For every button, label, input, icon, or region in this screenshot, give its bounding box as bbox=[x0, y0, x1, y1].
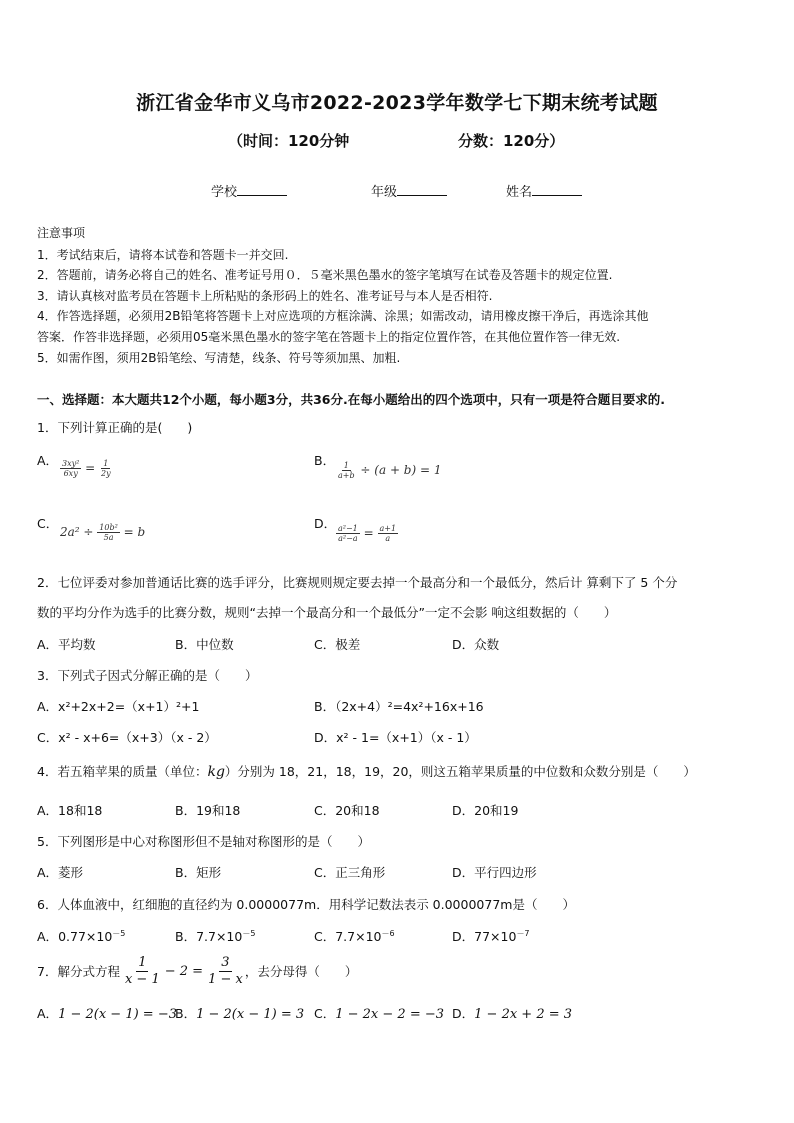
q7-option-d bbox=[452, 1004, 572, 1022]
fraction-numerator: 10b² bbox=[99, 523, 118, 532]
q3-option-c: C．x² - x+6=（x+3）（x - 2） bbox=[37, 730, 217, 745]
fraction-numerator: a²−1 bbox=[338, 524, 358, 533]
q3-option-a: A．x²+2x+2=（x+1）²+1 bbox=[37, 699, 200, 714]
exam-time: （时间：120分钟 bbox=[228, 132, 350, 150]
fraction-denominator: 5a bbox=[103, 533, 114, 543]
grade-label: 年级 bbox=[371, 185, 398, 200]
option-base: 7.7×10 bbox=[335, 929, 382, 944]
q4-stem-a: 4．若五箱苹果的质量（单位： bbox=[37, 764, 208, 779]
option-label: A． bbox=[37, 453, 59, 468]
q7-stem-a: 7．解分式方程 bbox=[37, 964, 120, 979]
question-6-stem: 6．人体血液中，红细胞的直径约为 0.0000077m．用科学记数法表示 0.0000077m是（ ） bbox=[37, 897, 575, 912]
option-exponent: －6 bbox=[381, 928, 395, 938]
question-3-stem: 3．下列式子因式分解正确的是（ ） bbox=[37, 668, 258, 683]
section-heading: 一、选择题：本大题共12个小题，每小题3分，共36分.在每小题给出的四个选项中，只有一项是符合题目要求的. bbox=[37, 392, 665, 407]
fraction-numerator: 1 bbox=[103, 459, 109, 468]
name-blank bbox=[532, 183, 582, 196]
grade-blank bbox=[397, 183, 447, 196]
question-4-stem bbox=[37, 762, 696, 780]
q2-option-c: C．极差 bbox=[314, 637, 361, 652]
q1-option-a-expr bbox=[60, 459, 113, 478]
q4-option-a: A．18和18 bbox=[37, 803, 103, 818]
fraction-numerator: 3 bbox=[221, 954, 230, 970]
question-2-line2: 数的平均分作为选手的比赛分数，规则“去掉一个最高分和一个最低分”一定不会影 响这组数据的（ ） bbox=[37, 605, 617, 620]
q1-option-c bbox=[37, 513, 58, 532]
name-field bbox=[506, 181, 582, 200]
q4-option-c: C．20和18 bbox=[314, 803, 380, 818]
option-expr: 1 − 2(x − 1) = 3 bbox=[196, 1007, 305, 1022]
option-label: B． bbox=[314, 453, 336, 468]
notice-item: 4．作答选择题，必须用2B铅笔将答题卡上对应选项的方框涂满、涂黑；如需改动，请用橡皮擦干净后，再选涂其他 bbox=[37, 309, 649, 323]
fraction-denominator: a²−a bbox=[338, 534, 358, 544]
fraction-numerator: 1 bbox=[138, 954, 147, 970]
q7-mid: − 2 = bbox=[164, 963, 204, 979]
option-label: C． bbox=[314, 1006, 336, 1021]
option-expr: 1 − 2x − 2 = −3 bbox=[335, 1007, 445, 1022]
fraction-denominator: 2y bbox=[101, 469, 111, 479]
fraction-denominator: a bbox=[385, 534, 391, 544]
option-label: C． bbox=[314, 929, 336, 944]
option-label: B． bbox=[175, 929, 197, 944]
q2-option-b: B．中位数 bbox=[175, 637, 234, 652]
q1-option-a bbox=[37, 450, 58, 469]
notice-item: 1．考试结束后，请将本试卷和答题卡一并交回. bbox=[37, 248, 289, 262]
q7-option-b bbox=[175, 1004, 304, 1022]
expr-rest: ÷ (a + b) = 1 bbox=[360, 463, 442, 478]
q1-option-b-expr bbox=[336, 461, 442, 480]
expr-rest: = b bbox=[123, 525, 146, 540]
equals-sign: = bbox=[363, 526, 374, 541]
option-label: B． bbox=[175, 1006, 197, 1021]
notice-item: 5．如需作图，须用2B铅笔绘、写清楚，线条、符号等须加黑、加粗. bbox=[37, 351, 401, 365]
q1-option-c-expr bbox=[60, 523, 145, 542]
option-exponent: －5 bbox=[112, 928, 126, 938]
fraction-numerator: 3xy² bbox=[62, 459, 80, 468]
option-base: 0.77×10 bbox=[58, 929, 113, 944]
option-label: C． bbox=[37, 516, 59, 531]
equals-sign: = bbox=[85, 461, 96, 476]
expr-left: 2a² ÷ bbox=[60, 525, 94, 540]
option-base: 7.7×10 bbox=[196, 929, 243, 944]
q3-option-d: D．x² - 1=（x+1）（x - 1） bbox=[314, 730, 477, 745]
q6-option-c bbox=[314, 927, 395, 945]
option-label: D． bbox=[452, 929, 475, 944]
q4-option-b: B．19和18 bbox=[175, 803, 241, 818]
q3-option-b: B．（2x+4）²=4x²+16x+16 bbox=[314, 699, 484, 714]
q2-option-d: D．众数 bbox=[452, 637, 500, 652]
fraction-denominator: x − 1 bbox=[124, 971, 160, 987]
q5-option-c: C．正三角形 bbox=[314, 865, 386, 880]
q5-option-d: D．平行四边形 bbox=[452, 865, 537, 880]
name-label: 姓名 bbox=[506, 185, 533, 200]
option-exponent: －7 bbox=[516, 928, 530, 938]
school-label: 学校 bbox=[211, 185, 238, 200]
fraction-denominator: a+b bbox=[338, 471, 355, 481]
option-label: A． bbox=[37, 1006, 59, 1021]
question-7-stem bbox=[37, 952, 357, 990]
page-title: 浙江省金华市义乌市2022-2023学年数学七下期末统考试题 bbox=[136, 92, 658, 114]
q7-stem-b: ，去分母得（ ） bbox=[244, 964, 358, 979]
q4-option-d: D．20和19 bbox=[452, 803, 519, 818]
notice-item: 2．答题前，请务必将自己的姓名、准考证号用０．５毫米黑色墨水的签字笔填写在试卷及答题卡的规定位置. bbox=[37, 268, 613, 282]
grade-field bbox=[371, 181, 447, 200]
q6-option-d bbox=[452, 927, 530, 945]
q6-option-a bbox=[37, 927, 125, 945]
fraction-denominator: 1 − x bbox=[208, 971, 243, 987]
question-1-stem: 1．下列计算正确的是( ) bbox=[37, 420, 193, 435]
fraction-numerator: a+1 bbox=[379, 524, 397, 533]
q1-option-d bbox=[314, 513, 336, 532]
exam-score: 分数：120分） bbox=[458, 132, 565, 150]
notice-item: 3．请认真核对监考员在答题卡上所粘贴的条形码上的姓名、准考证号与本人是否相符. bbox=[37, 289, 493, 303]
notice-item: 答案．作答非选择题，必须用05毫米黑色墨水的签字笔在答题卡上的指定位置作答，在其他位置作答一律无效. bbox=[37, 330, 621, 344]
q1-option-b bbox=[314, 450, 335, 469]
question-5-stem: 5．下列图形是中心对称图形但不是轴对称图形的是（ ） bbox=[37, 834, 370, 849]
option-exponent: －5 bbox=[242, 928, 256, 938]
notice-heading: 注意事项 bbox=[37, 226, 86, 240]
fraction-numerator: 1 bbox=[343, 461, 349, 470]
q6-option-b bbox=[175, 927, 255, 945]
option-label: D． bbox=[314, 516, 337, 531]
q4-unit: kg bbox=[207, 764, 225, 780]
option-expr: 1 − 2(x − 1) = −3 bbox=[58, 1007, 177, 1022]
q5-option-a: A．菱形 bbox=[37, 865, 84, 880]
option-label: D． bbox=[452, 1006, 475, 1021]
q1-option-d-expr bbox=[336, 524, 398, 543]
school-field bbox=[211, 181, 287, 200]
option-base: 77×10 bbox=[474, 929, 517, 944]
question-2-line1: 2．七位评委对参加普通话比赛的选手评分，比赛规则规定要去掉一个最高分和一个最低分，然后计 算剩下了 5 个分 bbox=[37, 575, 678, 590]
q4-stem-b: ）分别为 18，21，18，19，20，则这五箱苹果质量的中位数和众数分别是（ ） bbox=[224, 764, 696, 779]
q7-option-c bbox=[314, 1004, 444, 1022]
q7-option-a bbox=[37, 1004, 177, 1022]
option-label: A． bbox=[37, 929, 59, 944]
q2-option-a: A．平均数 bbox=[37, 637, 96, 652]
school-blank bbox=[237, 183, 287, 196]
option-expr: 1 − 2x + 2 = 3 bbox=[474, 1007, 573, 1022]
q5-option-b: B．矩形 bbox=[175, 865, 222, 880]
fraction-denominator: 6xy bbox=[63, 469, 78, 479]
